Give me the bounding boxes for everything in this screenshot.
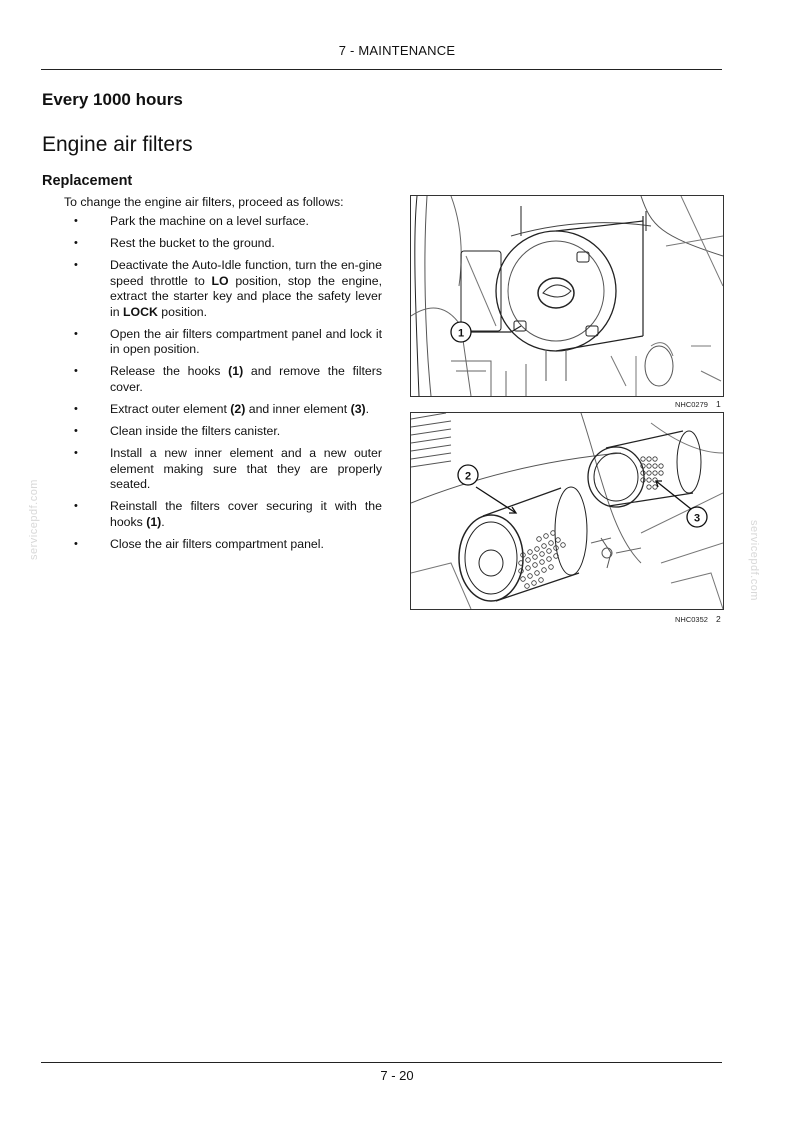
step-item xyxy=(64,537,382,553)
page-number: 7 - 20 xyxy=(380,1068,414,1083)
step-text: Reinstall the filters cover securing it with the hooks xyxy=(110,499,382,529)
step-text: Rest the bucket to the ground. xyxy=(110,236,275,251)
intro-text: To change the engine air filters, proceed as follows: xyxy=(64,195,344,209)
step-text: Clean inside the filters canister. xyxy=(110,424,281,439)
step-item xyxy=(64,424,382,440)
step-text: Extract outer element xyxy=(110,401,231,416)
procedure-heading: Replacement xyxy=(42,173,133,189)
step-item xyxy=(64,364,382,395)
step-text: position. xyxy=(157,304,208,319)
step-text: Deactivate the Auto-Idle function, turn the en-gine speed throttle to xyxy=(110,258,382,288)
step-text: . xyxy=(365,401,370,416)
step-text: and inner element xyxy=(245,401,351,416)
callout-1-label: 1 xyxy=(457,327,465,340)
step-text: Release the hooks xyxy=(110,364,229,379)
topic-heading: Engine air filters xyxy=(42,133,193,156)
step-text: Install a new inner element and a new outer element making sure that they are properly seated. xyxy=(110,446,382,492)
step-bold-term: (3) xyxy=(350,401,366,416)
figure-1-code: NHC0279 xyxy=(675,400,708,409)
step-text: Close the air filters compartment panel. xyxy=(110,536,324,551)
step-item xyxy=(64,327,382,358)
figure-2-code: NHC0352 xyxy=(675,615,708,624)
step-text: position, stop the engine, extract the starter key and place the safety lever in xyxy=(110,273,382,319)
step-item xyxy=(64,446,382,493)
callout-3-label: 3 xyxy=(693,512,701,525)
step-text: Park the machine on a level surface. xyxy=(110,214,309,228)
step-bold-term: (2) xyxy=(230,401,246,416)
header-rule xyxy=(41,69,722,70)
step-bold-term: (1) xyxy=(228,364,244,379)
watermark-left: servicepdf.com xyxy=(28,479,40,560)
step-bold-term: (1) xyxy=(146,514,162,529)
footer-rule xyxy=(41,1062,722,1063)
step-item xyxy=(64,402,382,418)
running-header: 7 - MAINTENANCE xyxy=(338,43,456,58)
step-bold-term: LOCK xyxy=(123,304,158,319)
step-bold-term: LO xyxy=(211,273,229,288)
step-text: . xyxy=(161,514,165,529)
interval-heading: Every 1000 hours xyxy=(42,90,183,109)
step-item xyxy=(64,214,382,230)
figure-1-number: 1 xyxy=(716,399,721,409)
figure-1-illustration xyxy=(410,195,724,397)
callout-2-label: 2 xyxy=(464,470,472,483)
steps-list xyxy=(64,214,382,559)
step-text: and remove the filters cover. xyxy=(110,364,382,394)
watermark-right: servicepdf.com xyxy=(748,520,760,601)
step-item xyxy=(64,258,382,320)
step-item xyxy=(64,499,382,530)
figure-2-number: 2 xyxy=(716,614,721,624)
step-item xyxy=(64,236,382,252)
step-text: Open the air filters compartment panel and lock it in open position. xyxy=(110,326,382,357)
figure-2-illustration xyxy=(410,412,724,610)
